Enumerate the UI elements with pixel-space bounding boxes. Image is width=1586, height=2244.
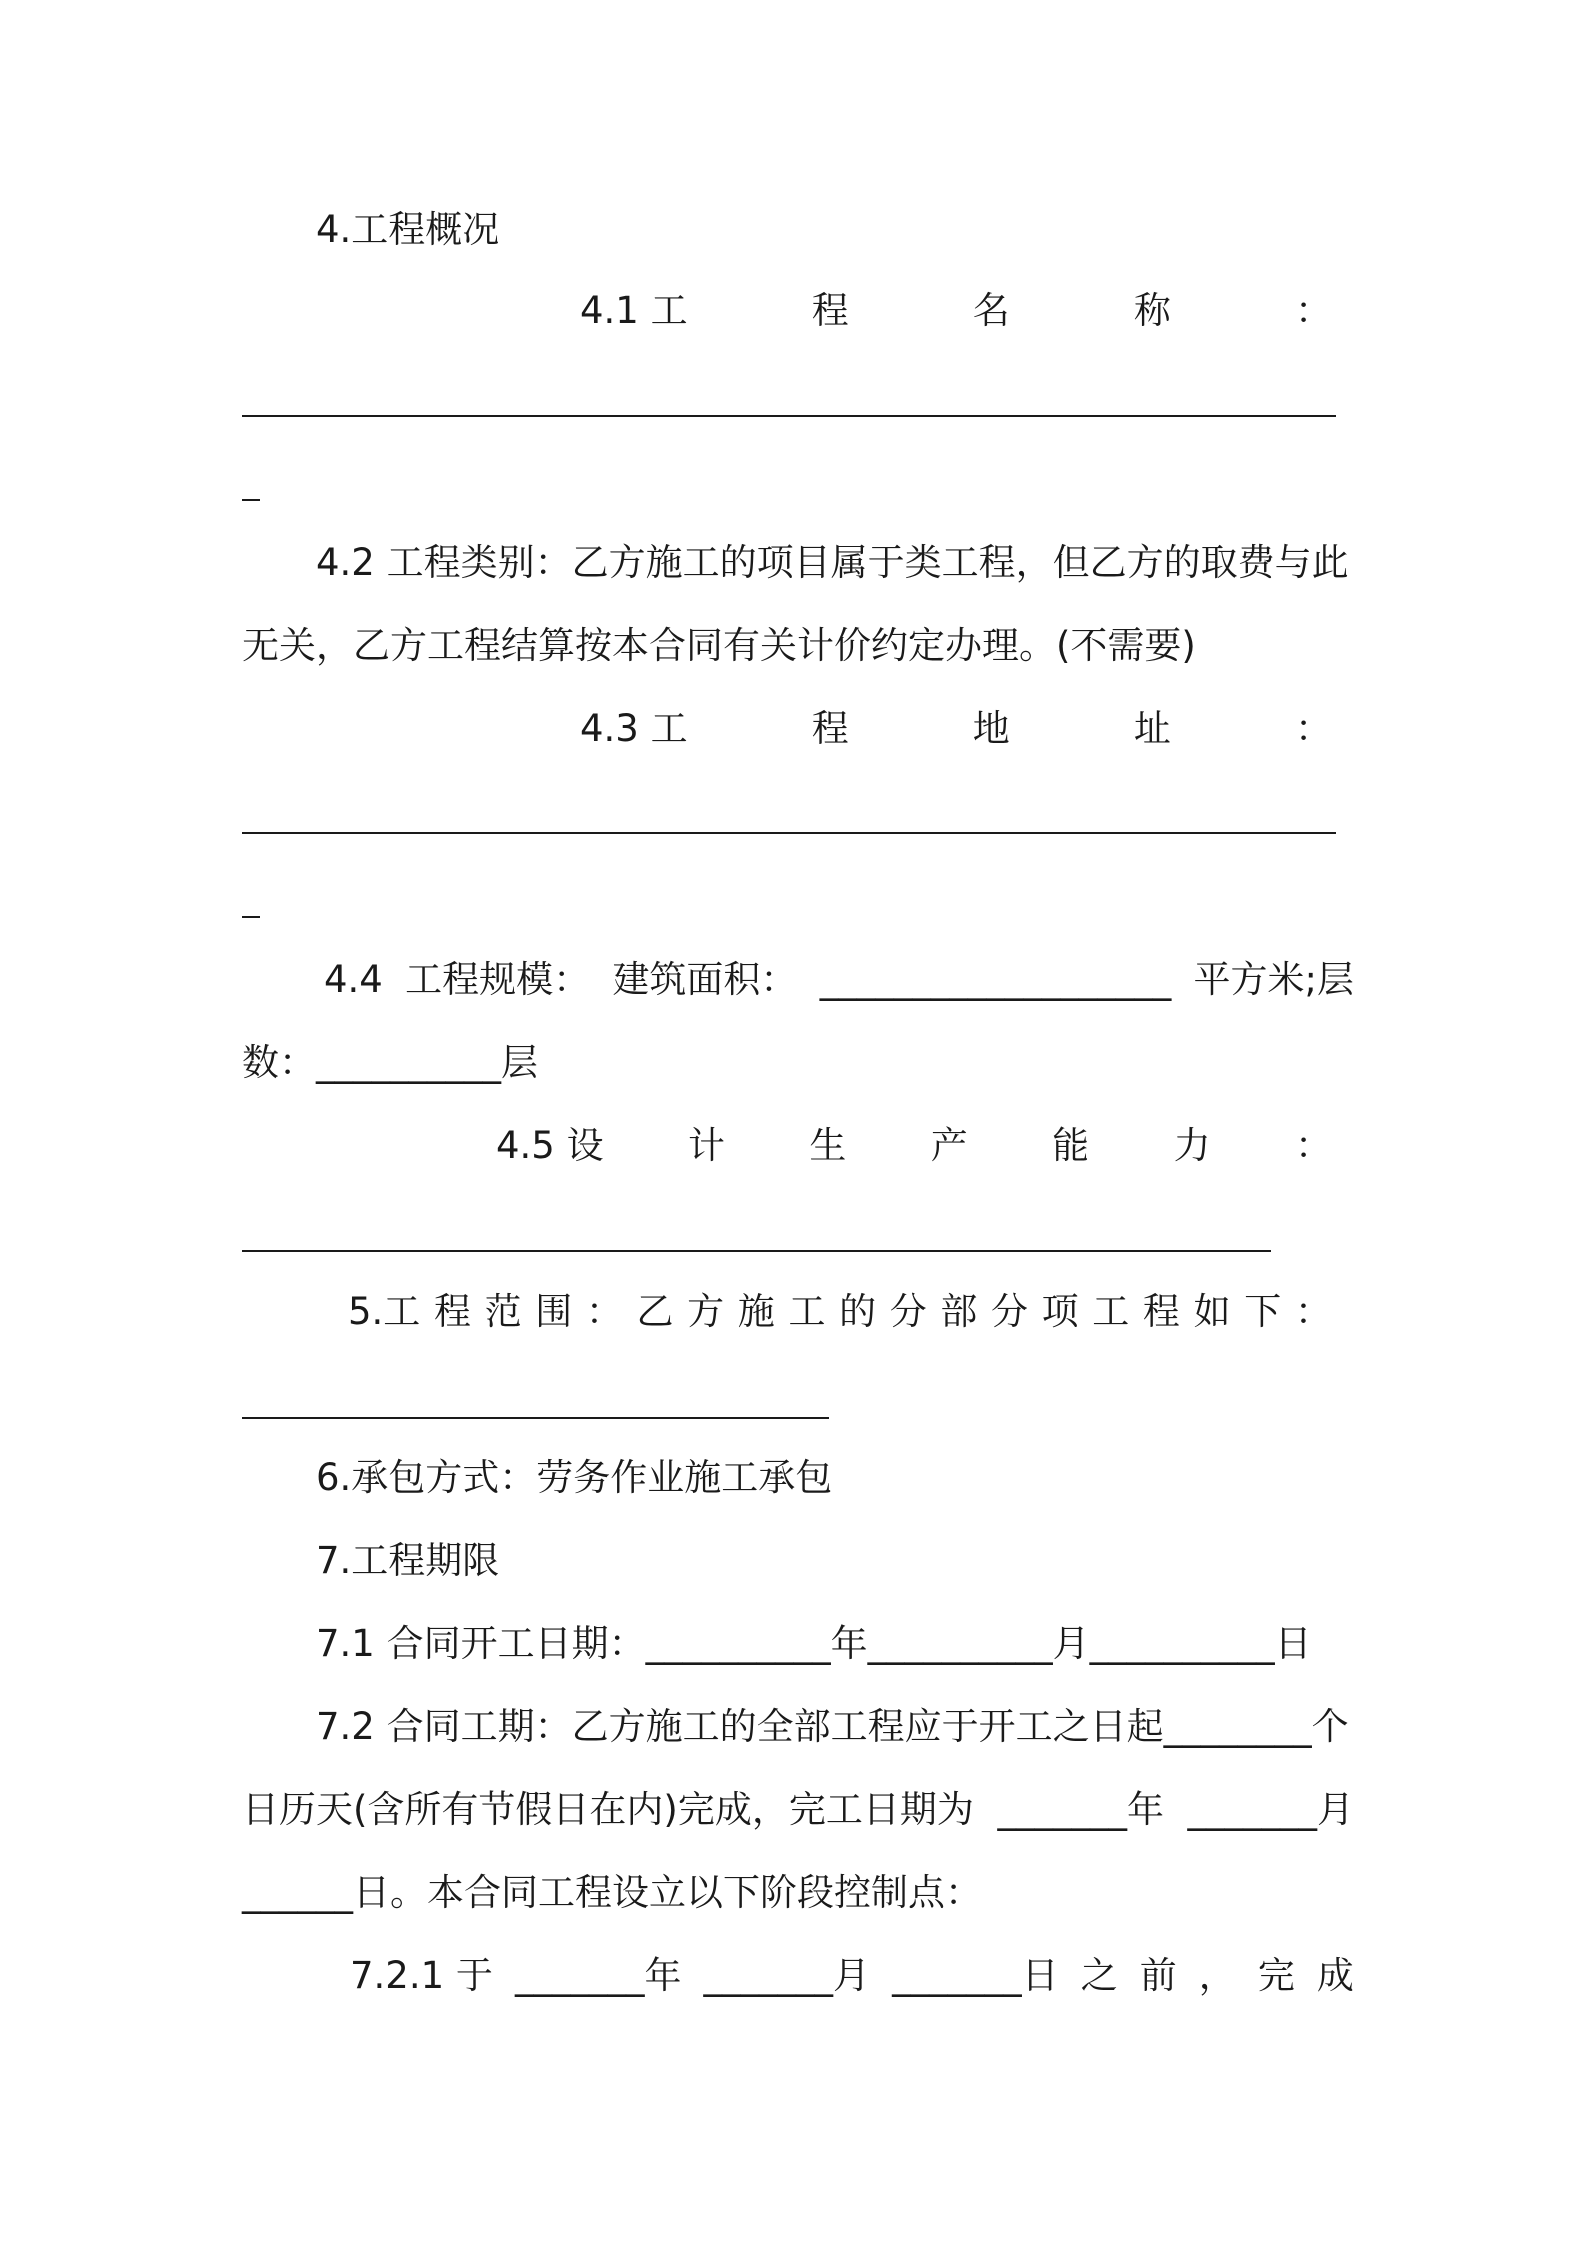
item-7-2-line-3: ______日。本合同工程设立以下阶段控制点： (242, 1871, 982, 1914)
item-4-1-project-name (580, 285, 1332, 337)
milestone-segment-5: 前 (1139, 1954, 1177, 1997)
scope-label-segment-11: 部 (940, 1290, 978, 1333)
scope-label-segment-5: 乙 (636, 1290, 674, 1333)
scope-label-segment-6: 方 (687, 1290, 725, 1333)
design-capacity-label-segment-6: ： (1294, 1124, 1332, 1167)
scope-label-segment-0: 5.工 (348, 1290, 421, 1333)
section-7-heading: 7.工程期限 (316, 1539, 500, 1582)
scope-label-segment-1: 程 (433, 1290, 471, 1333)
milestone-segment-8: 成 (1316, 1954, 1354, 1997)
milestone-segment-6: ， (1198, 1954, 1236, 1997)
scope-label-segment-14: 工 (1092, 1290, 1130, 1333)
project-address-blank-line (242, 832, 1336, 834)
completion-date-segment-0: 日历天(含所有节假日在内)完成，完工日期为 (242, 1788, 974, 1831)
item-7-1-start-date: 7.1 合同开工日期：__________年__________月__________日 (316, 1622, 1312, 1665)
project-address-label-segment-4: ： (1294, 707, 1332, 750)
scope-label-segment-9: 的 (839, 1290, 877, 1333)
item-4-3-project-address (580, 703, 1332, 755)
item-4-4-line-2: 数：__________层 (242, 1041, 538, 1084)
project-name-label-segment-2: 名 (972, 289, 1010, 332)
completion-date-segment-1: _______年 (997, 1788, 1164, 1831)
project-scale-segment-1: 工程规模： (405, 958, 591, 1001)
design-capacity-label-segment-0: 4.5 设 (496, 1124, 604, 1167)
design-capacity-blank-line (242, 1250, 1271, 1252)
scope-label-segment-3: 围 (535, 1290, 573, 1333)
project-name-label-segment-3: 称 (1133, 289, 1171, 332)
design-capacity-label-segment-1: 计 (688, 1124, 725, 1167)
milestone-segment-4: 之 (1080, 1954, 1118, 1997)
design-capacity-label-segment-4: 能 (1052, 1124, 1090, 1167)
scope-label-segment-7: 施 (737, 1290, 775, 1333)
scope-label-segment-10: 分 (889, 1290, 927, 1333)
section-5-scope (348, 1286, 1332, 1338)
item-4-4-line-1 (324, 954, 1354, 1006)
project-scale-segment-3: ___________________ (819, 958, 1172, 1001)
design-capacity-label-segment-3: 产 (930, 1124, 968, 1167)
item-7-2-line-1: 7.2 合同工期：乙方施工的全部工程应于开工之日起________个 (316, 1705, 1349, 1748)
milestone-segment-3: _______日 (892, 1954, 1059, 1997)
project-name-label-segment-0: 4.1 工 (580, 289, 688, 332)
scope-label-segment-2: 范 (484, 1290, 522, 1333)
scope-label-segment-16: 如 (1193, 1290, 1231, 1333)
item-4-5-design-capacity (496, 1120, 1332, 1172)
item-7-2-line-2 (242, 1784, 1354, 1836)
project-address-blank-tail (242, 916, 260, 918)
section-4-heading: 4.工程概况 (316, 208, 500, 251)
scope-label-segment-13: 项 (1041, 1290, 1079, 1333)
scope-label-segment-15: 程 (1142, 1290, 1180, 1333)
item-7-2-1-milestone (350, 1950, 1354, 2002)
scope-label-segment-18: ： (1294, 1290, 1332, 1333)
project-scale-segment-2: 建筑面积： (612, 958, 798, 1001)
project-name-label-segment-4: ： (1294, 289, 1332, 332)
scope-label-segment-4: ： (585, 1290, 623, 1333)
section-6-contract-mode: 6.承包方式：劳务作业施工承包 (316, 1456, 833, 1499)
project-name-blank-line (242, 415, 1336, 417)
milestone-segment-2: _______月 (703, 1954, 871, 1997)
milestone-segment-1: _______年 (514, 1954, 682, 1997)
project-address-label-segment-2: 地 (972, 707, 1010, 750)
milestone-segment-7: 完 (1257, 1954, 1295, 1997)
scope-label-segment-8: 工 (788, 1290, 826, 1333)
item-4-2-line-1: 4.2 工程类别：乙方施工的项目属于类工程，但乙方的取费与此 (316, 541, 1349, 584)
project-address-label-segment-1: 程 (811, 707, 849, 750)
scope-label-segment-12: 分 (991, 1290, 1028, 1333)
design-capacity-label-segment-5: 力 (1173, 1124, 1211, 1167)
scope-label-segment-17: 下 (1244, 1290, 1282, 1333)
project-name-label-segment-1: 程 (811, 289, 849, 332)
project-scale-segment-0: 4.4 (324, 958, 383, 1001)
scope-blank-line (242, 1417, 829, 1419)
project-address-label-segment-3: 址 (1133, 707, 1171, 750)
project-name-blank-tail (242, 499, 260, 501)
project-scale-segment-4: 平方米;层 (1193, 958, 1354, 1001)
milestone-segment-0: 7.2.1 于 (350, 1954, 493, 1997)
project-address-label-segment-0: 4.3 工 (580, 707, 688, 750)
design-capacity-label-segment-2: 生 (809, 1124, 847, 1167)
completion-date-segment-2: _______月 (1187, 1788, 1354, 1831)
item-4-2-line-2: 无关，乙方工程结算按本合同有关计价约定办理。(不需要) (242, 624, 1196, 667)
